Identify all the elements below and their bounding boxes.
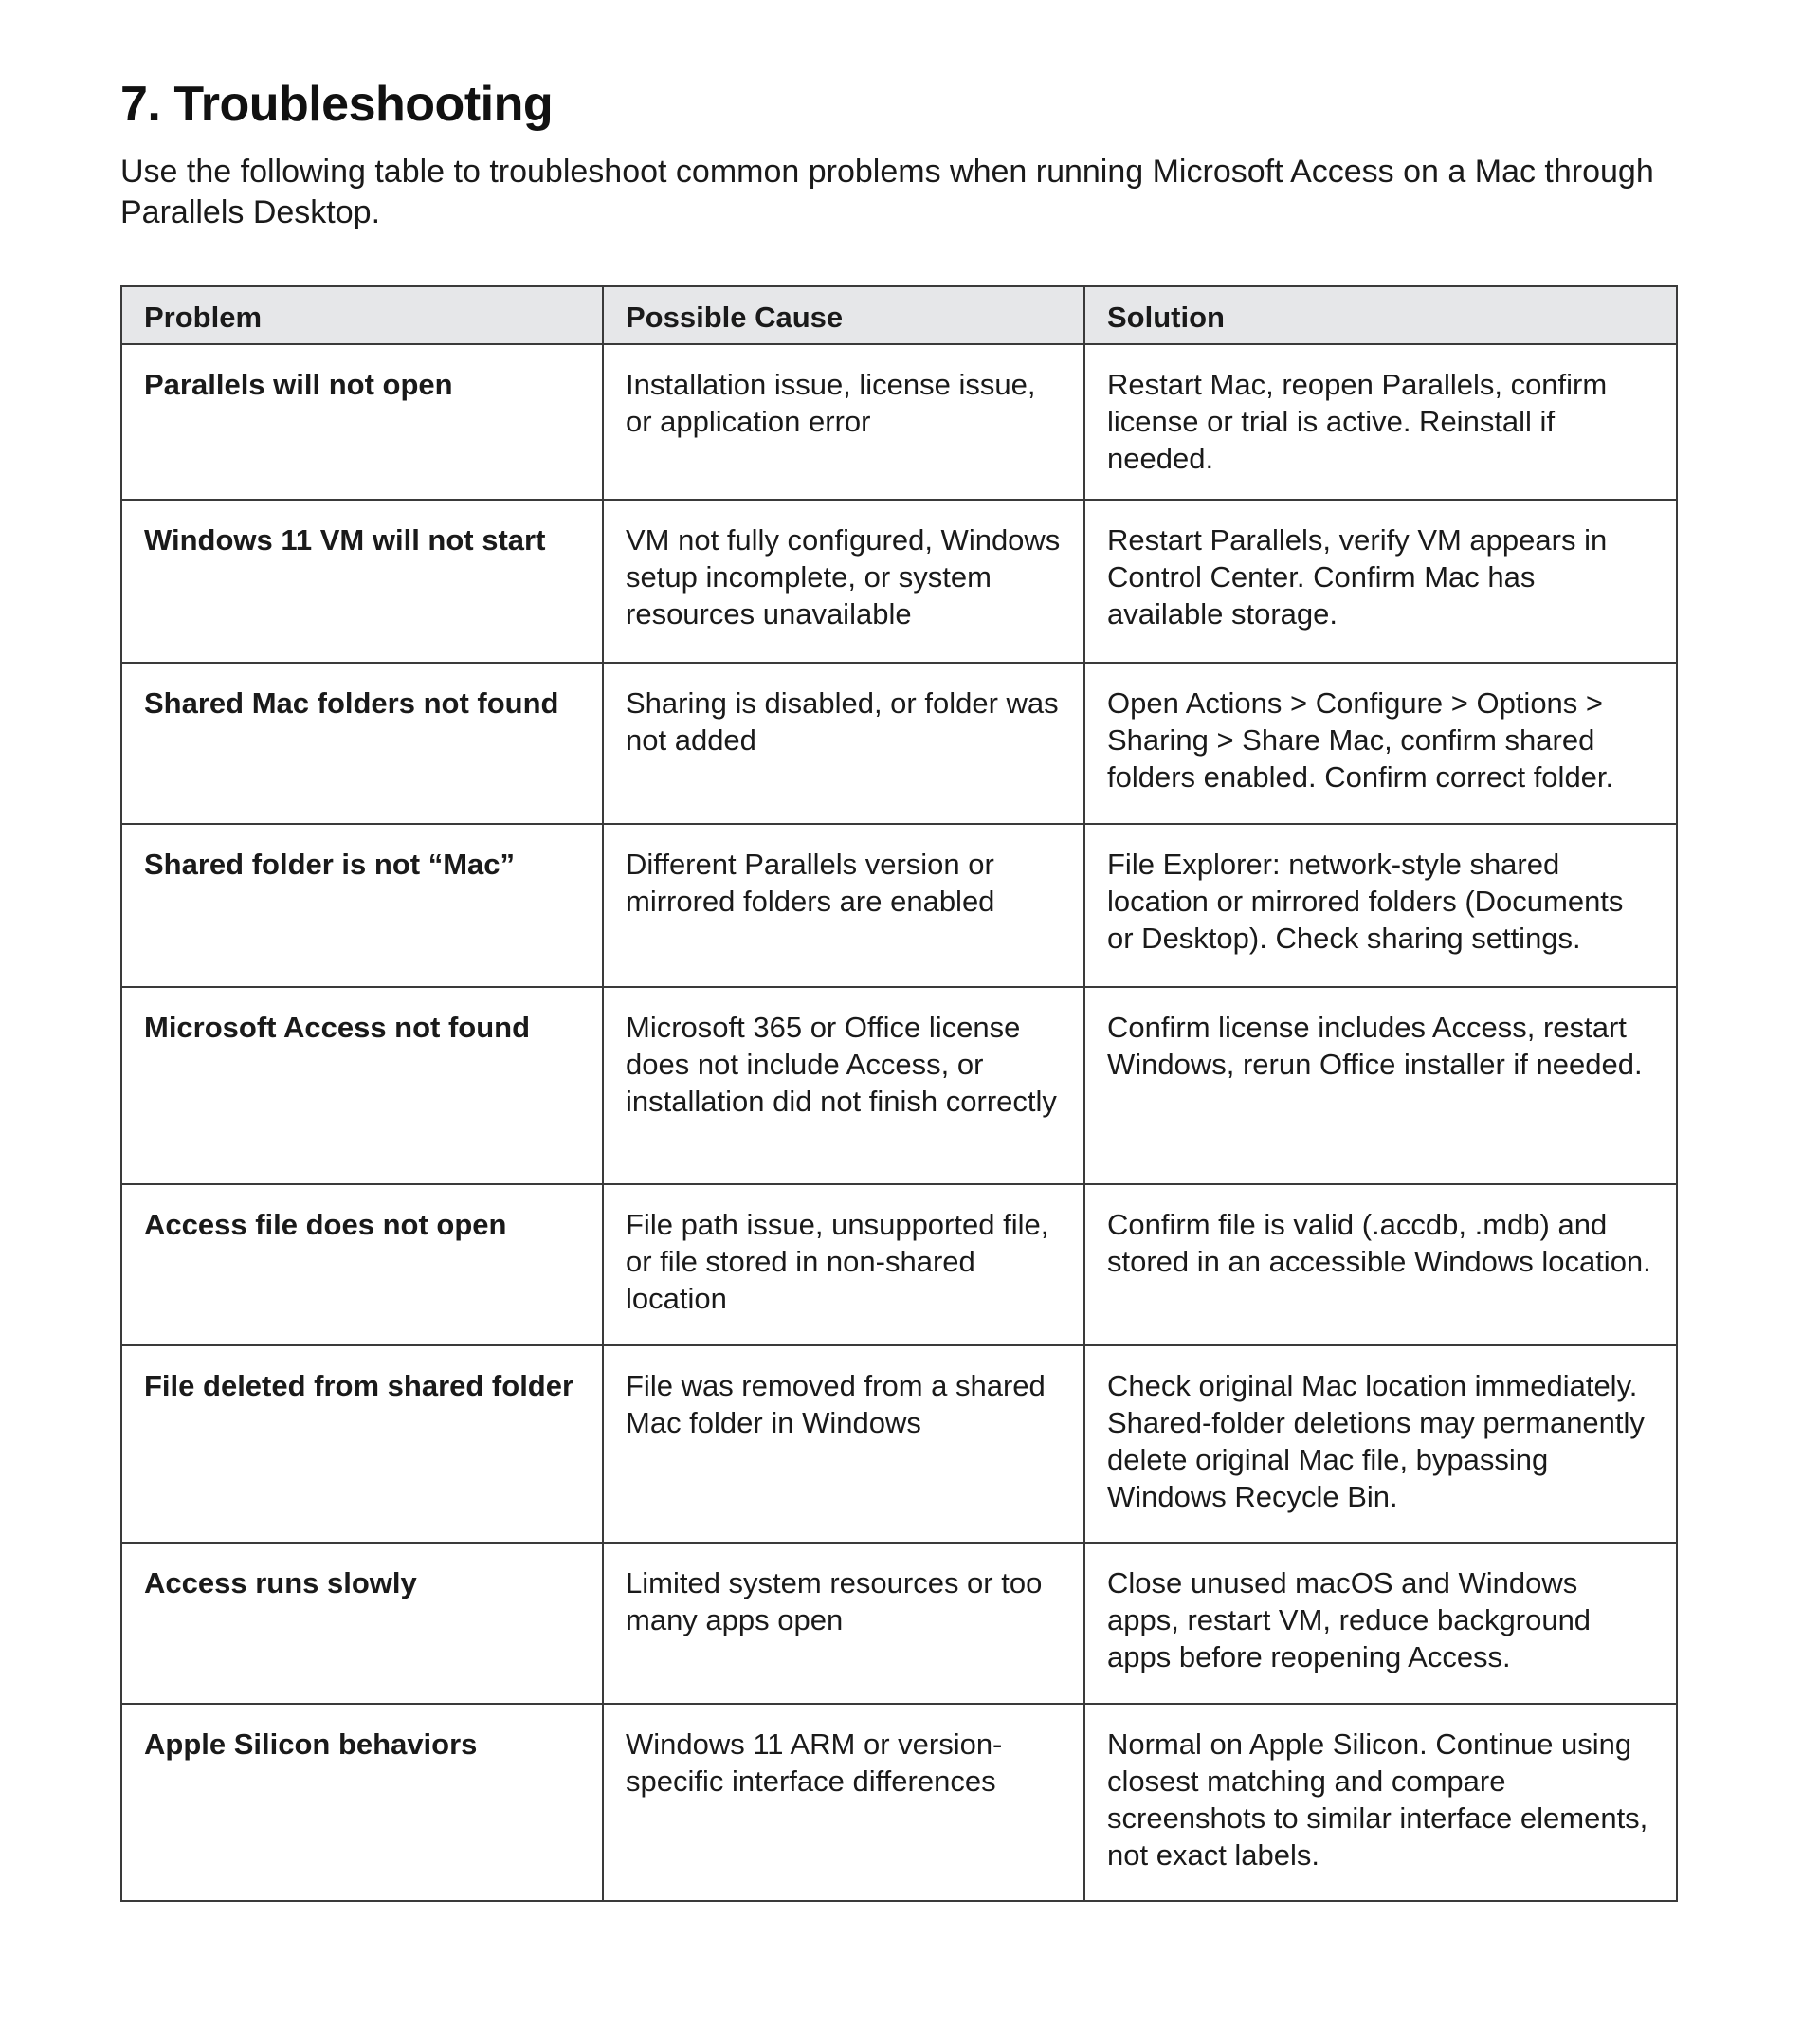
solution-cell: Check original Mac location immediately. Shared-folder deletions may permanently delete original Mac file, bypassing Windows Recycle Bin. [1084,1345,1677,1543]
table-row [121,1704,1677,1901]
table-row [121,500,1677,663]
problem-cell: File deleted from shared folder [121,1345,603,1543]
cause-cell: Installation issue, license issue, or application error [603,344,1084,500]
cause-cell: Microsoft 365 or Office license does not include Access, or installation did not finish correctly [603,987,1084,1184]
problem-cell: Shared Mac folders not found [121,663,603,824]
table-row [121,824,1677,987]
cause-cell: File path issue, unsupported file, or file stored in non-shared location [603,1184,1084,1345]
solution-cell: Restart Parallels, verify VM appears in Control Center. Confirm Mac has available storage. [1084,500,1677,663]
troubleshooting-table [120,285,1678,1902]
solution-cell: Confirm license includes Access, restart Windows, rerun Office installer if needed. [1084,987,1677,1184]
solution-cell: Confirm file is valid (.accdb, .mdb) and stored in an accessible Windows location. [1084,1184,1677,1345]
problem-cell: Apple Silicon behaviors [121,1704,603,1901]
table-row [121,1184,1677,1345]
section-intro: Use the following table to troubleshoot common problems when running Microsoft Access on a Mac through Parallels Desktop. [120,154,1654,230]
cause-cell: VM not fully configured, Windows setup incomplete, or system resources unavailable [603,500,1084,663]
table-header-row [121,286,1677,344]
cause-cell: Windows 11 ARM or version-specific interface differences [603,1704,1084,1901]
solution-cell: Restart Mac, reopen Parallels, confirm license or trial is active. Reinstall if needed. [1084,344,1677,500]
solution-cell: Open Actions > Configure > Options > Sharing > Share Mac, confirm shared folders enabled. Confirm correct folder. [1084,663,1677,824]
header-problem: Problem [121,286,603,344]
cause-cell: Different Parallels version or mirrored folders are enabled [603,824,1084,987]
table-row [121,1345,1677,1543]
table-row [121,987,1677,1184]
section-title: 7. Troubleshooting [120,77,554,132]
problem-cell: Shared folder is not “Mac” [121,824,603,987]
header-possible-cause: Possible Cause [603,286,1084,344]
problem-cell: Windows 11 VM will not start [121,500,603,663]
cause-cell: File was removed from a shared Mac folder in Windows [603,1345,1084,1543]
problem-cell: Access runs slowly [121,1543,603,1704]
solution-cell: Close unused macOS and Windows apps, restart VM, reduce background apps before reopening Access. [1084,1543,1677,1704]
troubleshooting-section [120,74,1675,1872]
problem-cell: Access file does not open [121,1184,603,1345]
cause-cell: Limited system resources or too many apps open [603,1543,1084,1704]
solution-cell: Normal on Apple Silicon. Continue using closest matching and compare screenshots to similar interface elements, not exact labels. [1084,1704,1677,1901]
problem-cell: Microsoft Access not found [121,987,603,1184]
solution-cell: File Explorer: network-style shared location or mirrored folders (Documents or Desktop). Check sharing settings. [1084,824,1677,987]
table-row [121,663,1677,824]
cause-cell: Sharing is disabled, or folder was not added [603,663,1084,824]
problem-cell: Parallels will not open [121,344,603,500]
table-row [121,344,1677,500]
table-row [121,1543,1677,1704]
header-solution: Solution [1084,286,1677,344]
